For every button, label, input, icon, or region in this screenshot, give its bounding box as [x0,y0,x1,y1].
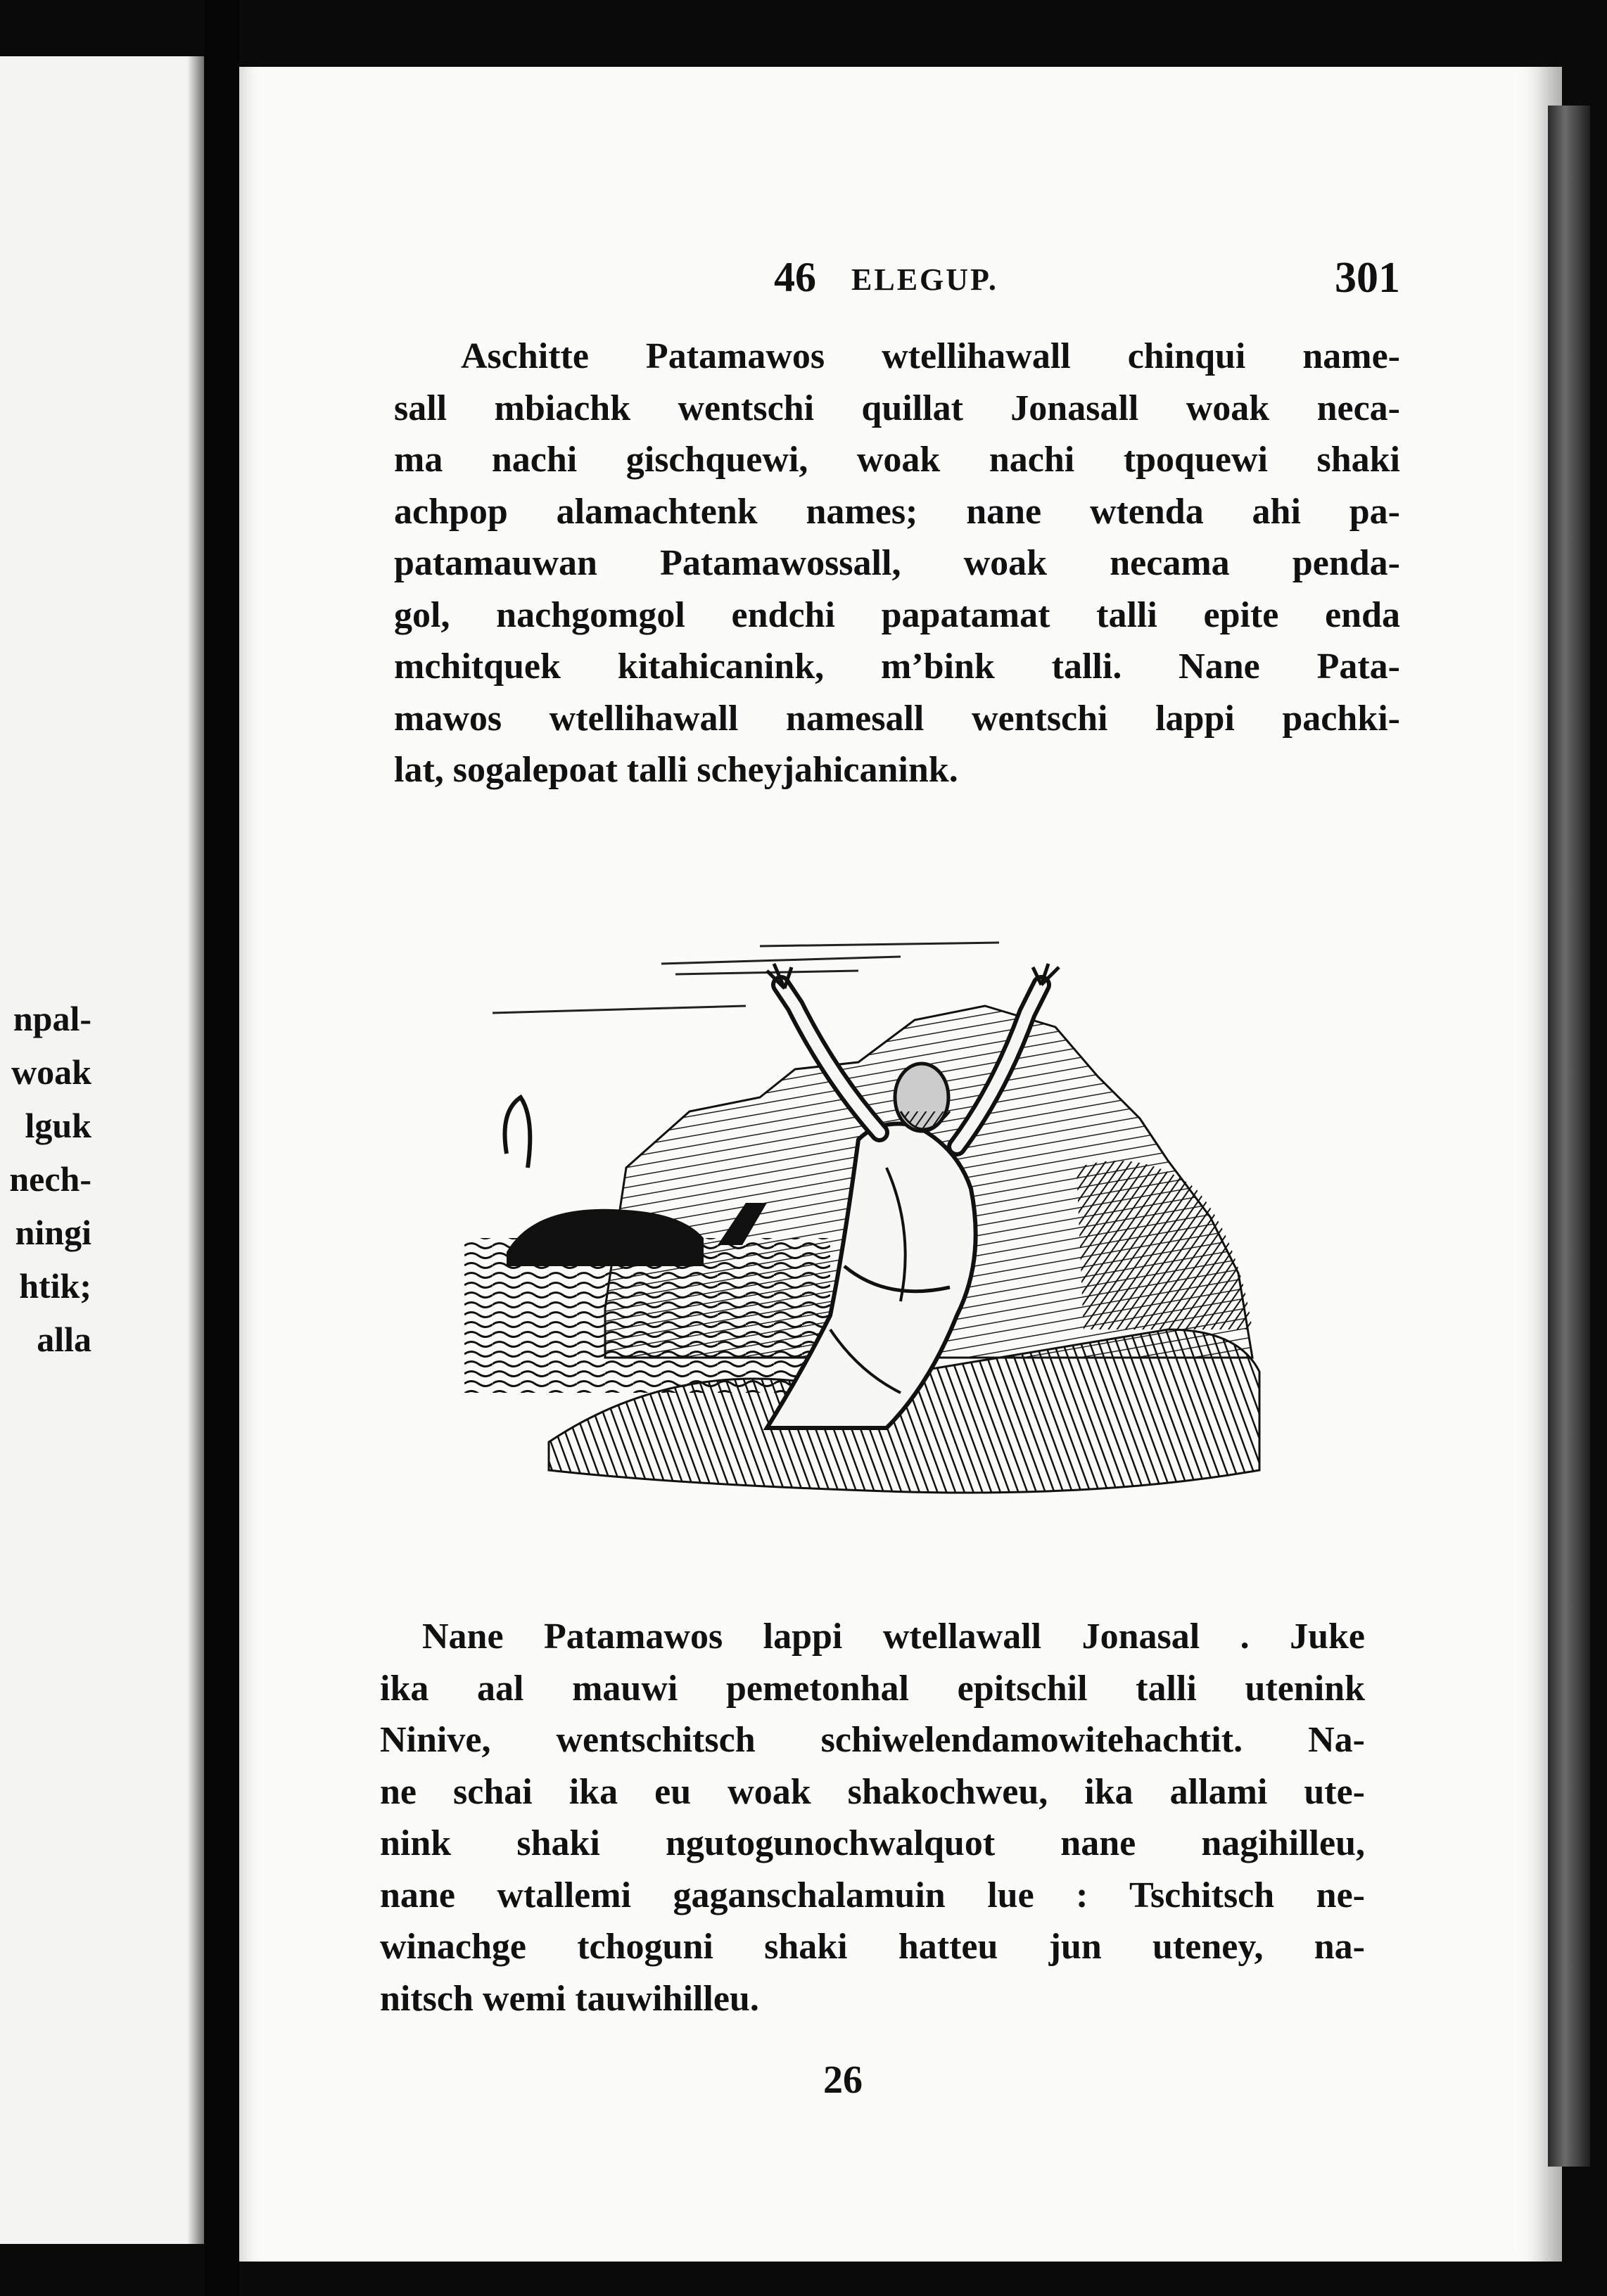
facing-line: woak [11,1052,91,1092]
text-line: Ninive, wentschitsch schiwelendamowitehachtit. Na- [380,1720,1365,1760]
text-line: sall mbiachk wentschi quillat Jonasall woak neca- [394,388,1400,428]
facing-line: npal- [13,999,91,1038]
text-line: gol, nachgomgol endchi papatamat talli epite enda [394,594,1400,635]
facing-line: lguk [25,1106,91,1145]
signature-number: 46 [774,254,816,300]
sky-lines [493,943,999,1013]
text-line: ne schai ika eu woak shakochweu, ika allami ute- [380,1771,1365,1812]
facing-page-text-fragments [7,992,91,1366]
dark-rock [1076,1161,1252,1329]
page-edge [1548,106,1590,2167]
facing-line: nech- [9,1159,91,1199]
page-gap [204,0,239,2296]
gutter-shadow [187,56,204,2244]
text-line: achpop alamachtenk names; nane wtenda ahi pa- [394,491,1400,532]
signature-mark: 26 [823,2058,863,2102]
text-line: patamauwan Patamawossall, woak necama penda- [394,543,1400,583]
water-spout [505,1097,531,1168]
text-line: winachge tchoguni shaki hatteu jun uteney, na- [380,1927,1365,1967]
text-line: lat, sogalepoat talli scheyjahicanink. [394,750,958,790]
page-header [774,253,1400,317]
paragraph-2 [380,1611,1365,2024]
text-line: ika aal mauwi pemetonhal epitschil talli utenink [380,1668,1365,1709]
text-line: nane wtallemi gaganschalamuin lue : Tschitsch ne- [380,1875,1365,1915]
text-line: mchitquek kitahicanink, m’bink talli. Nane Pata- [394,646,1400,687]
text-line: nitsch wemi tauwihilleu. [380,1978,759,2019]
page-number: 301 [1335,254,1400,302]
facing-page [0,56,204,2244]
text-line: ma nachi gischquewi, woak nachi tpoquewi shaki [394,440,1400,480]
paragraph-1 [394,331,1400,796]
jonah-and-whale-engraving [464,936,1273,1569]
facing-line: ningi [15,1213,91,1252]
running-head: ELEGUP. [851,262,998,297]
facing-line: alla [37,1320,91,1359]
sea [464,1238,830,1393]
text-line: Aschitte Patamawos wtellihawall chinqui name- [461,336,1400,376]
text-line: mawos wtellihawall namesall wentschi lappi pachki- [394,698,1400,739]
text-line: nink shaki ngutogunochwalquot nane nagihilleu, [380,1823,1365,1863]
text-line: Nane Patamawos lappi wtellawall Jonasal . Juke [422,1616,1365,1657]
facing-line: htik; [19,1266,91,1306]
